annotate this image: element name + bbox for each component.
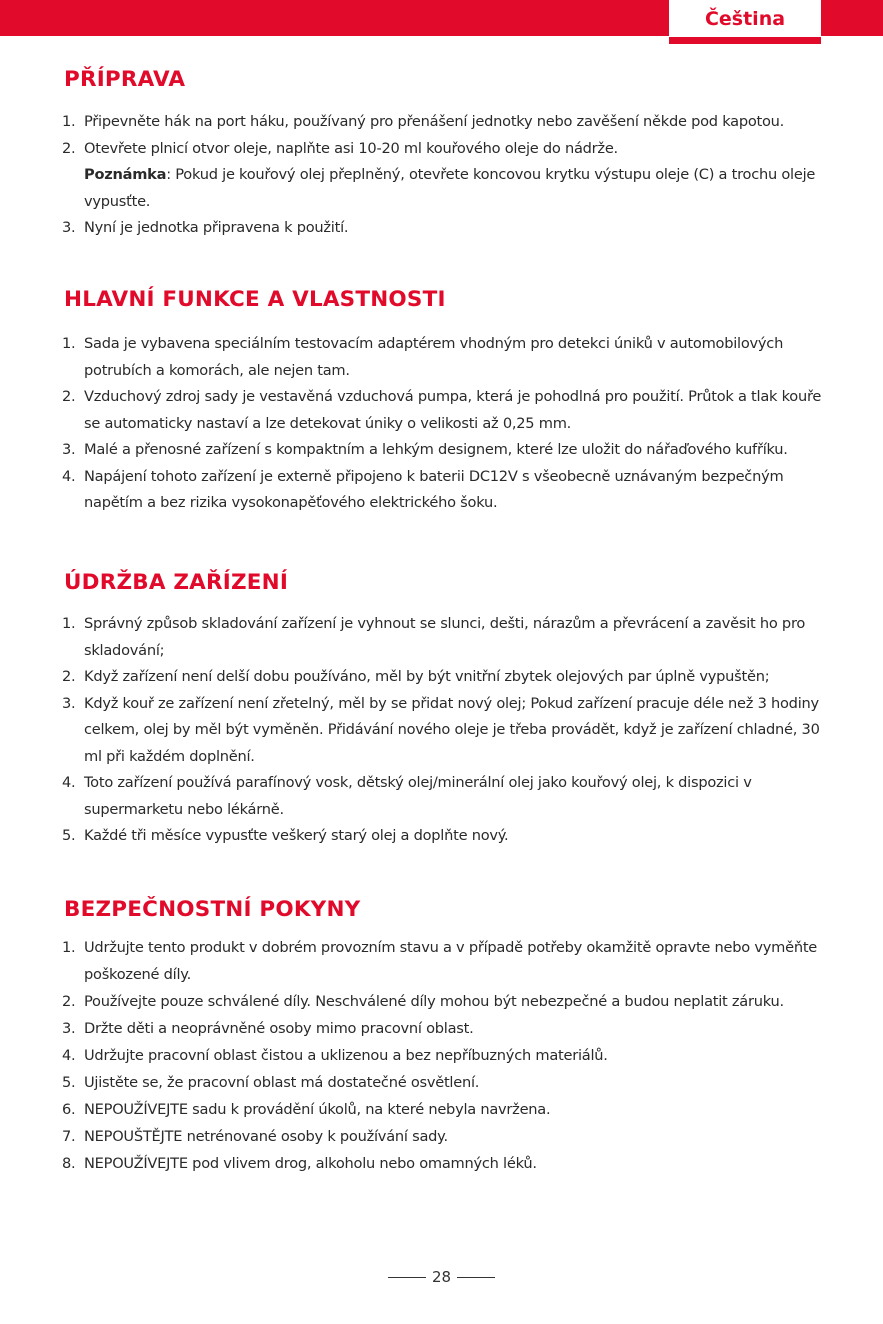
- footer-rule-right: [457, 1277, 495, 1278]
- preparation-list-continued: [64, 215, 824, 242]
- maintenance-list: [64, 611, 824, 850]
- section-main-features: [64, 286, 824, 517]
- list-item: 3. Držte děti a neoprávněné osoby mimo pracovní oblast.: [62, 1020, 474, 1037]
- features-list: [64, 331, 824, 517]
- page-number: 28: [431, 1268, 452, 1286]
- list-item: 6. NEPOUŽÍVEJTE sadu k provádění úkolů, na které nebyla navržena.: [62, 1101, 551, 1118]
- list-item: 4. Toto zařízení používá parafínový vosk, dětský olej/minerální olej jako kouřový olej, k dispozici v supermarketu nebo lékárně.: [62, 774, 752, 818]
- list-item: 7. NEPOUŠTĚJTE netrénované osoby k používání sady.: [62, 1128, 448, 1145]
- section-safety-instructions: [64, 896, 824, 1177]
- list-item: 3. Nyní je jednotka připravena k použití.: [62, 219, 349, 236]
- footer-rule-left: [388, 1277, 426, 1278]
- section-maintenance: [64, 569, 824, 850]
- section-preparation: [64, 66, 824, 242]
- list-item: 1. Správný způsob skladování zařízení je vyhnout se slunci, dešti, nárazům a převrácení a zavěsit ho pro skladování;: [62, 615, 806, 659]
- section-title: BEZPEČNOSTNÍ POKYNY: [64, 897, 361, 922]
- list-item: 8. NEPOUŽÍVEJTE pod vlivem drog, alkoholu nebo omamných léků.: [62, 1155, 537, 1172]
- list-item: 2. Vzduchový zdroj sady je vestavěná vzduchová pumpa, která je pohodlná pro použití. Průtok a tlak kouře se automaticky nastaví a lze detekovat úniky o velikosti až 0,25 mm.: [62, 388, 822, 432]
- list-item: 2. Otevřete plnicí otvor oleje, naplňte asi 10-20 ml kouřového oleje do nádrže.: [62, 139, 618, 157]
- preparation-list: [64, 109, 824, 162]
- note-label: Poznámka: [84, 166, 167, 183]
- list-item: 5. Ujistěte se, že pracovní oblast má dostatečné osvětlení.: [62, 1074, 480, 1091]
- list-item: 3. Malé a přenosné zařízení s kompaktním a lehkým designem, které lze uložit do nářaďového kufříku.: [62, 441, 788, 458]
- section-title: HLAVNÍ FUNKCE A VLASTNOSTI: [64, 287, 446, 312]
- list-item: 1. Sada je vybavena speciálním testovacím adaptérem vhodným pro detekci úniků v automobilových potrubích a komorách, ale nejen tam.: [62, 335, 784, 379]
- language-label: Čeština: [669, 0, 821, 44]
- page-footer: [0, 1268, 883, 1286]
- list-item: 5. Každé tři měsíce vypusťte veškerý starý olej a doplňte nový.: [62, 827, 509, 844]
- section-title: PŘÍPRAVA: [64, 67, 186, 92]
- list-item: 4. Udržujte pracovní oblast čistou a uklizenou a bez nepříbuzných materiálů.: [62, 1047, 608, 1064]
- safety-list: [64, 934, 824, 1177]
- list-item: 3. Když kouř ze zařízení není zřetelný, měl by se přidat nový olej; Pokud zařízení pracuje déle než 3 hodiny celkem, olej by měl být vyměněn. Přidávání nového oleje je třeba provádět, když je zařízení chladné, 30 ml při každém doplnění.: [62, 694, 820, 765]
- list-item: 2. Když zařízení není delší dobu používáno, měl by být vnitřní zbytek olejových par úplně vypuštěn;: [62, 668, 770, 685]
- section-title: ÚDRŽBA ZAŘÍZENÍ: [64, 570, 289, 595]
- note: Poznámka: Pokud je kouřový olej přeplněný, otevřete koncovou krytku výstupu oleje (C) a trochu oleje vypusťte.: [84, 166, 816, 210]
- list-item: 1. Připevněte hák na port háku, používaný pro přenášení jednotky nebo zavěšení někde pod kapotou.: [62, 113, 785, 130]
- list-item: 1. Udržujte tento produkt v dobrém provozním stavu a v případě potřeby okamžitě opravte nebo vyměňte poškozené díly.: [62, 939, 818, 983]
- list-item: 2. Používejte pouze schválené díly. Neschválené díly mohou být nebezpečné a budou neplatit záruku.: [62, 993, 784, 1010]
- list-item: 4. Napájení tohoto zařízení je externě připojeno k baterii DC12V s všeobecně uznávaným bezpečným napětím a bez rizika vysokonapěťového elektrického šoku.: [62, 467, 784, 511]
